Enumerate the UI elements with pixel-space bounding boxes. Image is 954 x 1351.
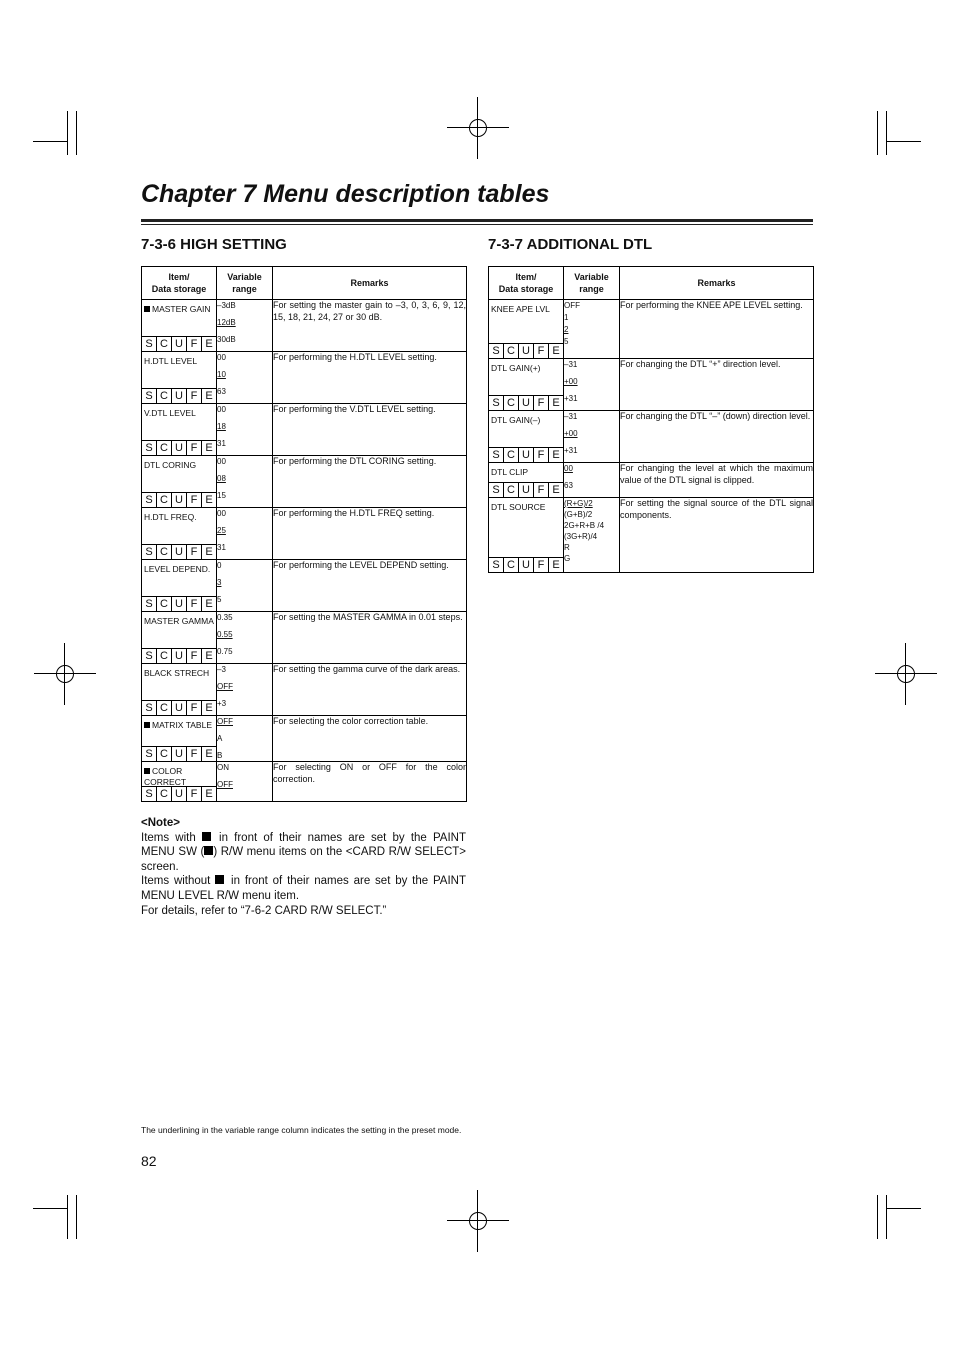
header-item: Item/ Data storage	[142, 267, 217, 300]
range-value: OFF	[217, 717, 233, 726]
storage-flag: F	[187, 787, 202, 801]
footnote: The underlining in the variable range column indicates the setting in the preset mode.	[141, 1125, 462, 1135]
item-name	[142, 404, 216, 419]
data-storage-flags	[142, 440, 216, 455]
range-value: A	[217, 734, 223, 743]
note-block	[141, 816, 466, 918]
remarks-cell: For setting the signal source of the DTL signal components.	[620, 498, 814, 573]
range-cell	[564, 411, 620, 463]
storage-flag: U	[172, 389, 187, 403]
range-value: 3	[217, 578, 222, 587]
item-name	[142, 560, 216, 575]
data-storage-flags	[489, 557, 563, 572]
range-value: (R+G)/2	[564, 499, 593, 508]
storage-flag: C	[157, 597, 172, 611]
storage-flag: U	[519, 558, 534, 572]
storage-flag: C	[157, 545, 172, 559]
storage-flag: S	[489, 448, 504, 462]
table-row	[489, 300, 814, 359]
storage-flag: S	[142, 787, 157, 801]
remarks-cell: For setting the MASTER GAMMA in 0.01 steps.	[273, 612, 467, 664]
range-value: 00	[217, 405, 226, 414]
item-cell	[142, 612, 217, 664]
table-row	[489, 498, 814, 573]
storage-flag: E	[205, 546, 213, 558]
item-cell	[489, 300, 564, 359]
range-cell	[217, 456, 273, 508]
range-value: 0	[217, 561, 222, 570]
storage-flag: U	[172, 545, 187, 559]
range-value: 2G+R+B /4	[564, 521, 605, 530]
data-storage-flags	[142, 786, 216, 801]
item-name-text: KNEE APE LVL	[491, 304, 550, 314]
storage-flag: F	[187, 493, 202, 507]
storage-flag: S	[142, 649, 157, 663]
storage-flag: C	[157, 389, 172, 403]
header-range: Variable range	[564, 267, 620, 300]
storage-flag: U	[172, 649, 187, 663]
range-value: (G+B)/2	[564, 510, 593, 519]
storage-flag: F	[187, 597, 202, 611]
range-value: 30dB	[217, 335, 236, 344]
range-value: 18	[217, 422, 226, 431]
storage-flag: S	[489, 396, 504, 410]
data-storage-flags	[489, 343, 563, 358]
remarks-cell: For performing the H.DTL FREQ setting.	[273, 508, 467, 560]
remarks-cell: For performing the H.DTL LEVEL setting.	[273, 352, 467, 404]
range-value: 25	[217, 526, 226, 535]
range-value: ON	[217, 763, 229, 772]
range-value: OFF	[564, 301, 580, 310]
table-row	[142, 508, 467, 560]
storage-flag: E	[205, 598, 213, 610]
item-name-text: DTL GAIN(+)	[491, 363, 541, 373]
storage-flag: S	[142, 389, 157, 403]
table-row	[142, 352, 467, 404]
range-value: 31	[217, 439, 226, 448]
range-value: 10	[217, 370, 226, 379]
storage-flag: U	[172, 337, 187, 351]
crop-mark	[76, 1195, 77, 1239]
square-bullet-icon	[204, 846, 213, 855]
item-name-text: MASTER GAMMA	[144, 616, 214, 626]
crop-mark	[877, 1195, 878, 1239]
range-value: 12dB	[217, 318, 236, 327]
storage-flag: F	[187, 649, 202, 663]
range-value: (3G+R)/4	[564, 532, 598, 541]
range-value: 08	[217, 474, 226, 483]
item-name-text: COLOR	[152, 766, 183, 776]
table-row	[142, 404, 467, 456]
range-cell	[217, 300, 273, 352]
range-value: +31	[564, 446, 578, 455]
item-cell	[142, 404, 217, 456]
storage-flag: E	[205, 650, 213, 662]
table-row	[142, 664, 467, 716]
storage-flag: E	[205, 748, 213, 760]
remarks-cell: For performing the V.DTL LEVEL setting.	[273, 404, 467, 456]
storage-flag: C	[504, 483, 519, 497]
range-value: 1	[564, 313, 569, 322]
range-value: 15	[217, 491, 226, 500]
range-value: –3	[217, 665, 226, 674]
storage-flag: U	[519, 396, 534, 410]
item-name	[142, 456, 216, 471]
item-name-text: DTL SOURCE	[491, 502, 546, 512]
range-value: +3	[217, 699, 227, 708]
item-name-text: DTL CORING	[144, 460, 197, 470]
range-cell	[217, 352, 273, 404]
storage-flag: U	[519, 483, 534, 497]
storage-flag: U	[172, 787, 187, 801]
storage-flag: E	[552, 484, 560, 496]
storage-flag: U	[519, 344, 534, 358]
item-name-text: CORRECT	[144, 777, 187, 787]
note-paragraph: Items without in front of their names are set by the PAINT MENU LEVEL R/W menu item.	[141, 875, 466, 902]
table-row	[489, 411, 814, 463]
range-value: 63	[564, 481, 573, 490]
remarks-cell: For changing the level at which the maximum value of the DTL signal is clipped.	[620, 463, 814, 498]
item-name-text: BLACK STRECH	[144, 668, 210, 678]
storage-flag: C	[157, 649, 172, 663]
storage-flag: S	[142, 701, 157, 715]
storage-flag: F	[187, 701, 202, 715]
registration-mark	[875, 643, 937, 705]
table-row	[142, 762, 467, 802]
range-value: 5	[217, 595, 222, 604]
data-storage-flags	[142, 648, 216, 663]
data-storage-flags	[142, 746, 216, 761]
range-value: G	[564, 554, 571, 563]
item-name	[142, 300, 216, 315]
storage-flag: C	[157, 747, 172, 761]
range-value: –3dB	[217, 301, 236, 310]
range-value: 0.75	[217, 647, 233, 656]
range-cell	[217, 560, 273, 612]
table-row	[142, 560, 467, 612]
storage-flag: S	[489, 344, 504, 358]
range-cell	[564, 498, 620, 573]
storage-flag: C	[504, 344, 519, 358]
range-value: B	[217, 751, 223, 760]
item-name-text: H.DTL FREQ.	[144, 512, 197, 522]
data-storage-flags	[142, 492, 216, 507]
storage-flag: U	[172, 747, 187, 761]
table-row	[142, 716, 467, 762]
square-bullet-icon	[202, 832, 211, 841]
range-cell	[217, 664, 273, 716]
storage-flag: C	[157, 441, 172, 455]
remarks-cell: For setting the master gain to –3, 0, 3, 6, 9, 12, 15, 18, 21, 24, 27 or 30 dB.	[273, 300, 467, 352]
item-name-text: V.DTL LEVEL	[144, 408, 196, 418]
storage-flag: S	[142, 441, 157, 455]
range-value: +31	[564, 394, 578, 403]
header-range: Variable range	[217, 267, 273, 300]
storage-flag: C	[504, 448, 519, 462]
note-paragraph: Items with in front of their names are set by the PAINT MENU SW ( ) R/W menu items on the <CARD R/W SELECT> screen.	[141, 831, 466, 873]
range-cell	[564, 359, 620, 411]
storage-flag: E	[552, 345, 560, 357]
remarks-cell: For setting the gamma curve of the dark areas.	[273, 664, 467, 716]
range-cell	[217, 404, 273, 456]
crop-mark	[886, 111, 887, 155]
range-value: 63	[217, 387, 226, 396]
range-value: 31	[217, 543, 226, 552]
remarks-cell: For performing the LEVEL DEPEND setting.	[273, 560, 467, 612]
crop-mark	[886, 141, 921, 142]
storage-flag: C	[504, 558, 519, 572]
item-name	[489, 359, 563, 374]
high-setting-table	[141, 266, 467, 802]
registration-mark	[447, 97, 509, 159]
item-name	[142, 762, 216, 788]
item-cell	[142, 352, 217, 404]
item-cell	[142, 560, 217, 612]
item-cell	[142, 716, 217, 762]
item-name	[489, 300, 563, 315]
storage-flag: S	[142, 597, 157, 611]
range-cell	[217, 508, 273, 560]
registration-mark	[447, 1190, 509, 1252]
storage-flag: F	[187, 545, 202, 559]
item-name-text: MASTER GAIN	[152, 304, 211, 314]
item-cell	[142, 456, 217, 508]
header-remarks: Remarks	[620, 267, 814, 300]
storage-flag: C	[157, 787, 172, 801]
storage-flag: S	[142, 545, 157, 559]
square-bullet-icon	[144, 768, 150, 774]
range-value: 0.55	[217, 630, 233, 639]
range-cell	[564, 463, 620, 498]
data-storage-flags	[142, 336, 216, 351]
item-name	[142, 716, 216, 731]
storage-flag: F	[187, 389, 202, 403]
note-paragraph: For details, refer to “7-6-2 CARD R/W SELECT.”	[141, 904, 387, 917]
storage-flag: C	[157, 337, 172, 351]
storage-flag: C	[504, 396, 519, 410]
storage-flag: E	[552, 559, 560, 571]
item-cell	[142, 508, 217, 560]
range-value: R	[564, 543, 570, 552]
item-name-text: DTL CLIP	[491, 467, 529, 477]
storage-flag: E	[205, 788, 213, 800]
storage-flag: S	[489, 558, 504, 572]
range-value: 00	[217, 457, 226, 466]
registration-mark	[34, 643, 96, 705]
range-value: 2	[564, 325, 569, 334]
storage-flag: F	[534, 448, 549, 462]
range-cell	[217, 716, 273, 762]
storage-flag: F	[187, 747, 202, 761]
remarks-cell: For selecting the color correction table.	[273, 716, 467, 762]
remarks-cell: For performing the DTL CORING setting.	[273, 456, 467, 508]
range-cell	[217, 612, 273, 664]
remarks-cell: For selecting ON or OFF for the color correction.	[273, 762, 467, 802]
storage-flag: U	[172, 701, 187, 715]
range-value: +00	[564, 377, 578, 386]
range-value: 0.35	[217, 613, 233, 622]
data-storage-flags	[489, 395, 563, 410]
item-cell	[489, 498, 564, 573]
item-name	[142, 508, 216, 523]
storage-flag: E	[205, 442, 213, 454]
range-value: OFF	[217, 780, 233, 789]
crop-mark	[33, 141, 68, 142]
item-name	[142, 352, 216, 367]
remarks-cell: For performing the KNEE APE LEVEL setting.	[620, 300, 814, 359]
storage-flag: U	[519, 448, 534, 462]
range-value: –31	[564, 360, 578, 369]
storage-flag: F	[534, 558, 549, 572]
storage-flag: S	[142, 493, 157, 507]
table-row	[142, 612, 467, 664]
table-row	[142, 300, 467, 352]
chapter-title: Chapter 7 Menu description tables	[141, 180, 550, 208]
range-value: 00	[564, 464, 573, 473]
title-rule	[141, 224, 813, 225]
storage-flag: S	[142, 337, 157, 351]
data-storage-flags	[142, 388, 216, 403]
data-storage-flags	[142, 596, 216, 611]
crop-mark	[877, 111, 878, 155]
storage-flag: U	[172, 441, 187, 455]
data-storage-flags	[489, 447, 563, 462]
data-storage-flags	[142, 700, 216, 715]
page-number: 82	[141, 1153, 157, 1169]
storage-flag: F	[187, 337, 202, 351]
section-title-high-setting: 7-3-6 HIGH SETTING	[141, 236, 287, 253]
range-value: 00	[217, 509, 226, 518]
storage-flag: E	[205, 390, 213, 402]
table-row	[489, 463, 814, 498]
storage-flag: F	[534, 396, 549, 410]
square-bullet-icon	[215, 875, 224, 884]
item-name	[489, 411, 563, 426]
item-name	[142, 612, 216, 627]
crop-mark	[886, 1208, 921, 1209]
section-title-additional-dtl: 7-3-7 ADDITIONAL DTL	[488, 236, 653, 253]
storage-flag: E	[205, 702, 213, 714]
table-row	[489, 359, 814, 411]
storage-flag: C	[157, 493, 172, 507]
storage-flag: U	[172, 597, 187, 611]
item-name-text: H.DTL LEVEL	[144, 356, 198, 366]
storage-flag: F	[534, 344, 549, 358]
storage-flag: F	[534, 483, 549, 497]
storage-flag: S	[142, 747, 157, 761]
item-cell	[142, 300, 217, 352]
header-remarks: Remarks	[273, 267, 467, 300]
remarks-cell: For changing the DTL “+” direction level.	[620, 359, 814, 411]
item-name	[489, 463, 563, 478]
storage-flag: C	[157, 701, 172, 715]
item-cell	[142, 762, 217, 802]
crop-mark	[67, 111, 68, 155]
item-name-text: MATRIX TABLE	[152, 720, 212, 730]
data-storage-flags	[142, 544, 216, 559]
note-heading: <Note>	[141, 817, 180, 829]
item-name-text: DTL GAIN(–)	[491, 415, 541, 425]
item-cell	[489, 411, 564, 463]
item-name-text: LEVEL DEPEND.	[144, 564, 211, 574]
storage-flag: E	[552, 397, 560, 409]
item-cell	[142, 664, 217, 716]
item-name	[489, 498, 563, 513]
range-value: OFF	[217, 682, 233, 691]
storage-flag: U	[172, 493, 187, 507]
table-row	[142, 456, 467, 508]
storage-flag: F	[187, 441, 202, 455]
storage-flag: E	[205, 494, 213, 506]
range-value: +00	[564, 429, 578, 438]
crop-mark	[33, 1208, 68, 1209]
square-bullet-icon	[144, 306, 150, 312]
header-item: Item/ Data storage	[489, 267, 564, 300]
crop-mark	[76, 111, 77, 155]
storage-flag: E	[552, 449, 560, 461]
range-value: –31	[564, 412, 578, 421]
range-value: 5	[564, 337, 569, 346]
additional-dtl-table	[488, 266, 814, 573]
range-cell	[564, 300, 620, 359]
remarks-cell: For changing the DTL “–” (down) direction level.	[620, 411, 814, 463]
title-rule	[141, 219, 813, 222]
item-cell	[489, 359, 564, 411]
storage-flag: S	[489, 483, 504, 497]
range-cell	[217, 762, 273, 802]
crop-mark	[886, 1195, 887, 1239]
data-storage-flags	[489, 482, 563, 497]
crop-mark	[67, 1195, 68, 1239]
square-bullet-icon	[144, 722, 150, 728]
item-cell	[489, 463, 564, 498]
storage-flag: E	[205, 338, 213, 350]
item-name	[142, 664, 216, 679]
range-value: 00	[217, 353, 226, 362]
